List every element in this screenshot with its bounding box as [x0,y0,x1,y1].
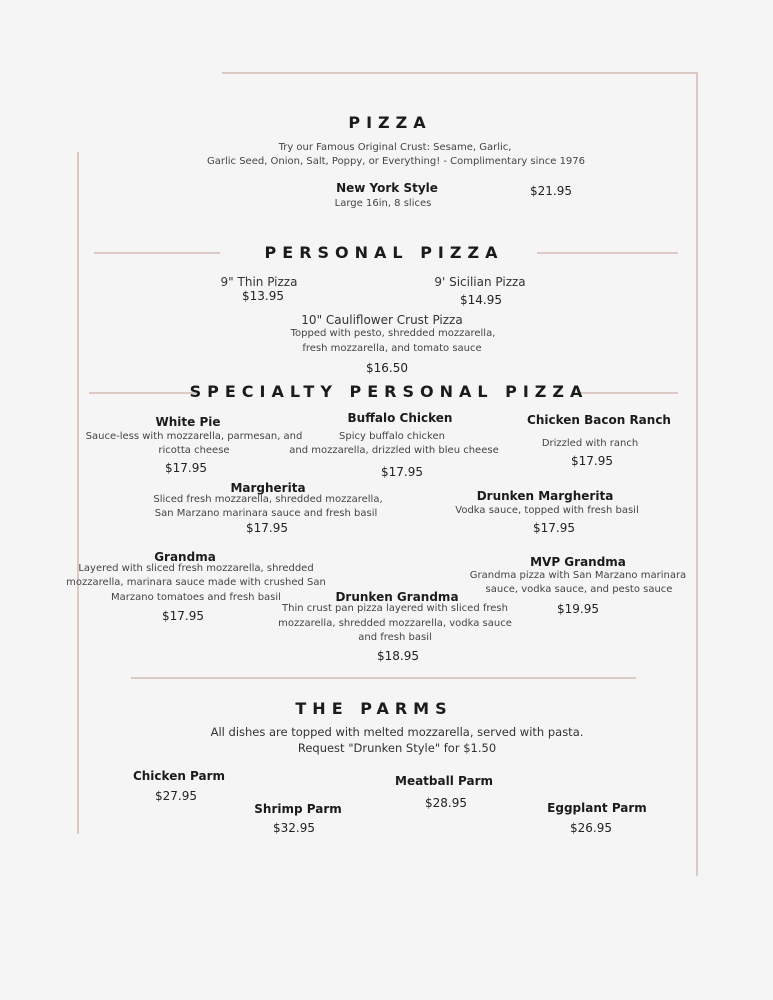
chicken-parm-price: $27.95 [155,789,197,803]
mvp-grandma-name: MVP Grandma [530,555,626,569]
drunken-grandma-desc3: and fresh basil [358,632,432,643]
white-pie-price: $17.95 [165,461,207,475]
meatball-parm-price: $28.95 [425,796,467,810]
frame-left-line [77,152,79,834]
specialty-heading: SPECIALTY PERSONAL PIZZA [189,382,589,401]
specialty-divider-right [579,392,678,394]
buffalo-chicken-price: $17.95 [381,465,423,479]
mvp-grandma-desc1: Grandma pizza with San Marzano marinara [469,570,687,581]
eggplant-parm-name: Eggplant Parm [547,801,647,815]
cauliflower-pizza-price: $16.50 [366,361,408,375]
shrimp-parm-price: $32.95 [273,821,315,835]
parms-divider [131,677,636,679]
grandma-price: $17.95 [162,609,204,623]
white-pie-name: White Pie [155,415,221,429]
cauliflower-pizza-desc2: fresh mozzarella, and tomato sauce [302,343,482,354]
drunken-grandma-desc1: Thin crust pan pizza layered with sliced fresh [282,603,508,614]
personal-divider-left [94,252,220,254]
personal-pizza-heading: PERSONAL PIZZA [264,243,504,262]
chicken-bacon-ranch-price: $17.95 [571,454,613,468]
frame-top-line [222,72,698,74]
margherita-price: $17.95 [246,521,288,535]
cauliflower-pizza-name: 10" Cauliflower Crust Pizza [301,313,463,327]
margherita-desc2: San Marzano marinara sauce and fresh basil [154,508,378,519]
ny-style-desc: Large 16in, 8 slices [334,198,432,209]
drunken-margherita-name: Drunken Margherita [476,489,614,503]
shrimp-parm-name: Shrimp Parm [254,802,342,816]
sicilian-pizza-name: 9' Sicilian Pizza [434,275,526,289]
sicilian-pizza-price: $14.95 [460,293,502,307]
cauliflower-pizza-desc1: Topped with pesto, shredded mozzarella, [290,328,496,339]
meatball-parm-name: Meatball Parm [395,774,493,788]
ny-style-name: New York Style [336,181,438,195]
pizza-heading: PIZZA [348,113,432,132]
chicken-bacon-ranch-desc: Drizzled with ranch [541,438,639,449]
buffalo-chicken-desc2: and mozzarella, drizzled with bleu cheese [289,445,499,456]
ny-style-price: $21.95 [530,184,572,198]
parms-heading: THE PARMS [295,699,453,718]
parms-blurb-line1: All dishes are topped with melted mozzarella, served with pasta. [210,725,584,739]
grandma-name: Grandma [154,550,216,564]
pizza-intro-line1: Try our Famous Original Crust: Sesame, Garlic, [278,142,512,153]
chicken-parm-name: Chicken Parm [132,769,226,783]
eggplant-parm-price: $26.95 [570,821,612,835]
pizza-intro-line2: Garlic Seed, Onion, Salt, Poppy, or Everything! - Complimentary since 1976 [206,156,586,167]
margherita-desc1: Sliced fresh mozzarella, shredded mozzarella, [153,494,383,505]
thin-pizza-price: $13.95 [242,289,284,303]
frame-right-line [696,72,698,876]
grandma-desc2: mozzarella, marinara sauce made with crushed San [66,577,326,588]
drunken-grandma-price: $18.95 [377,649,419,663]
drunken-margherita-price: $17.95 [533,521,575,535]
margherita-name: Margherita [230,481,306,495]
buffalo-chicken-desc1: Spicy buffalo chicken [339,431,445,442]
thin-pizza-name: 9" Thin Pizza [220,275,298,289]
drunken-grandma-name: Drunken Grandma [335,590,459,604]
chicken-bacon-ranch-name: Chicken Bacon Ranch [527,413,671,427]
drunken-margherita-desc: Vodka sauce, topped with fresh basil [455,505,639,516]
specialty-divider-left [89,392,196,394]
personal-divider-right [537,252,678,254]
white-pie-desc2: ricotta cheese [158,445,230,456]
buffalo-chicken-name: Buffalo Chicken [347,411,453,425]
parms-blurb-line2: Request "Drunken Style" for $1.50 [297,741,497,755]
drunken-grandma-desc2: mozzarella, shredded mozzarella, vodka sauce [278,618,512,629]
mvp-grandma-price: $19.95 [557,602,599,616]
grandma-desc1: Layered with sliced fresh mozzarella, shredded [78,563,314,574]
grandma-desc3: Marzano tomatoes and fresh basil [111,592,281,603]
mvp-grandma-desc2: sauce, vodka sauce, and pesto sauce [485,584,673,595]
white-pie-desc1: Sauce-less with mozzarella, parmesan, and [85,431,303,442]
